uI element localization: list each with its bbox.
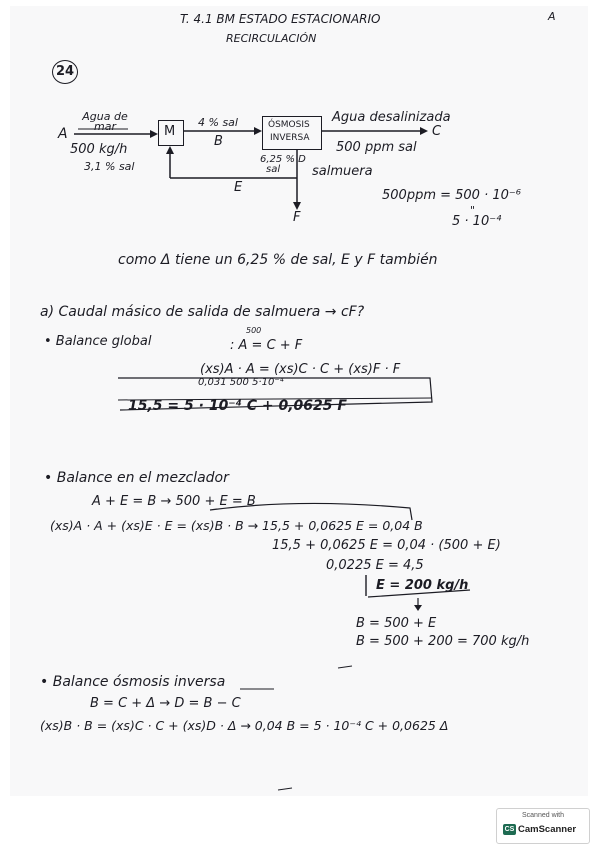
- mixer-label: M: [164, 124, 176, 139]
- corner-mark: A: [548, 10, 556, 23]
- stream-c-label: C: [432, 124, 442, 139]
- brine-percent-unit: sal: [266, 164, 281, 175]
- stream-b-percent: 4 % sal: [198, 116, 238, 129]
- brine-percent: 6,25 % D: [260, 154, 306, 165]
- brine-label: salmuera: [312, 164, 373, 179]
- osmosis-balance-eq2: (xs)B · B = (xs)C · C + (xs)D · Δ → 0,04 B = 5 · 10⁻⁴ C + 0,0625 Δ: [40, 718, 449, 733]
- camscanner-logo-icon: CS: [504, 826, 515, 833]
- global-balance-equation: : A = C + F: [230, 338, 303, 353]
- problem-number: 24: [52, 60, 78, 84]
- page-title: T. 4.1 BM ESTADO ESTACIONARIO: [180, 12, 381, 26]
- global-balance-result: 15,5 = 5 · 10⁻⁴ C + 0,0625 F: [128, 398, 347, 414]
- ppm-conversion: 500ppm = 500 · 10⁻⁶: [382, 188, 521, 203]
- salt-balance-values: 0,031 500 5·10⁻⁴: [198, 377, 284, 388]
- concentration-note: como Δ tiene un 6,25 % de sal, E y F también: [118, 252, 438, 268]
- mixer-balance-eq4: 0,0225 E = 4,5: [326, 558, 424, 573]
- ppm-equal-mark: ": [470, 204, 476, 217]
- camscanner-brand: [503, 824, 576, 835]
- feed-salt: 3,1 % sal: [84, 160, 135, 173]
- unit-name-line2: INVERSA: [270, 133, 310, 143]
- product-label: Agua desalinizada: [332, 110, 451, 125]
- salt-balance-equation: (xs)A · A = (xs)C · C + (xs)F · F: [200, 362, 401, 377]
- osmosis-balance-title: • Balance ósmosis inversa: [40, 674, 226, 690]
- stream-e-label: E: [234, 180, 243, 195]
- camscanner-badge: [496, 808, 590, 844]
- mixer-balance-eq2: (xs)A · A + (xs)E · E = (xs)B · B → 15,5 + 0,0625 E = 0,04 B: [50, 518, 423, 533]
- stream-b-label: B: [214, 134, 223, 149]
- stream-f-label: F: [293, 210, 301, 225]
- osmosis-balance-eq1: B = C + Δ → D = B − C: [90, 696, 241, 711]
- stream-b-equation: B = 500 + E: [356, 616, 437, 631]
- question-a: a) Caudal másico de salida de salmuera → cF?: [40, 304, 365, 320]
- mixer-balance-eq1: A + E = B → 500 + E = B: [92, 494, 256, 509]
- feed-flow: 500 kg/h: [70, 142, 128, 157]
- mixer-balance-eq3: 15,5 + 0,0625 E = 0,04 · (500 + E): [272, 538, 501, 553]
- stream-b-result: B = 500 + 200 = 700 kg/h: [356, 634, 530, 649]
- product-ppm: 500 ppm sal: [336, 140, 417, 155]
- scanned-with-text: Scanned with: [521, 812, 565, 819]
- ppm-conversion-result: 5 · 10⁻⁴: [452, 214, 502, 229]
- mixer-balance-title: • Balance en el mezclador: [44, 470, 229, 486]
- feed-label: Agua de mar: [82, 110, 128, 133]
- camscanner-brand-text: CamScanner: [518, 824, 577, 836]
- unit-name-line1: ÓSMOSIS: [268, 120, 310, 130]
- global-balance-value: 500: [246, 326, 262, 335]
- global-balance-title: • Balance global: [44, 334, 152, 349]
- page-subtitle: RECIRCULACIÓN: [226, 32, 317, 45]
- stream-a-label: A: [58, 126, 68, 142]
- mixer-result-e: E = 200 kg/h: [376, 578, 469, 593]
